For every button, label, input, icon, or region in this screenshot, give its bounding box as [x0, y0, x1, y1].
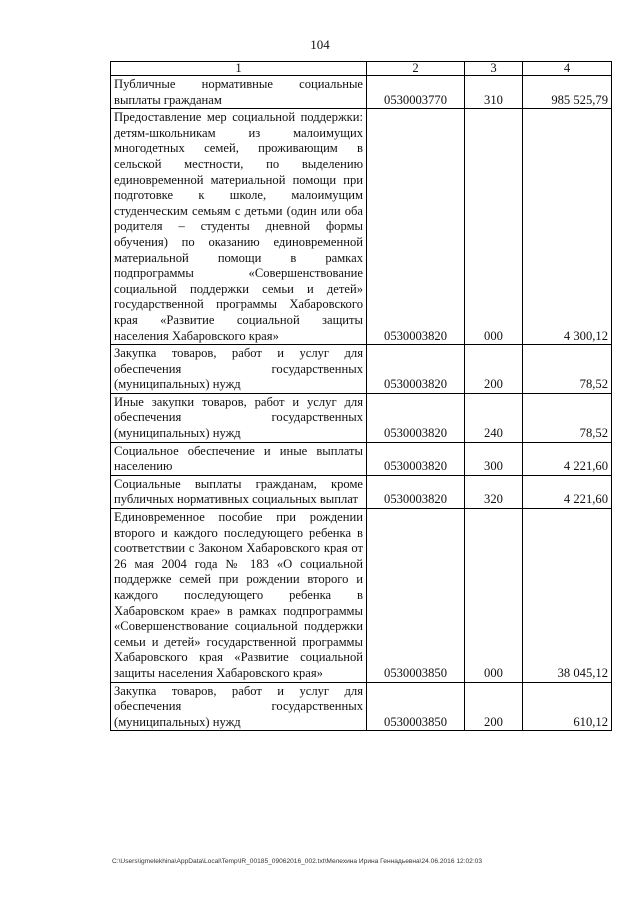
row-code: 0530003850 — [367, 682, 465, 731]
page-number: 104 — [310, 37, 330, 52]
row-description: Публичные нормативные социальные выплаты гражданам — [111, 76, 367, 109]
row-amount: 4 300,12 — [523, 109, 612, 345]
row-description: Социальные выплаты гражданам, кроме публичных нормативных социальных выплат — [111, 475, 367, 508]
row-code: 0530003820 — [367, 475, 465, 508]
row-code: 0530003850 — [367, 509, 465, 683]
row-expense-type: 240 — [465, 393, 523, 442]
row-amount: 78,52 — [523, 345, 612, 394]
row-amount: 4 221,60 — [523, 475, 612, 508]
row-expense-type: 320 — [465, 475, 523, 508]
row-expense-type: 200 — [465, 682, 523, 731]
row-code: 0530003820 — [367, 393, 465, 442]
row-description: Закупка товаров, работ и услуг для обеспечения государственных (муниципальных) нужд — [111, 345, 367, 394]
file-path-footer: C:\Users\igmelekhina\AppData\Local\Temp\IR_00185_09062016_002.txt\Мелехина Ирина Геннадьевна\24.06.2016 12:02:03 — [112, 858, 483, 865]
row-amount: 610,12 — [523, 682, 612, 731]
table-row — [111, 509, 612, 683]
column-header: 1 — [111, 62, 367, 76]
row-code: 0530003820 — [367, 345, 465, 394]
table-row — [111, 76, 612, 109]
row-code: 0530003770 — [367, 76, 465, 109]
row-amount: 4 221,60 — [523, 442, 612, 475]
row-description: Единовременное пособие при рождении второго и каждого последующего ребенка в соответствии с Законом Хабаровского края от 26 мая 2004 года № 183 «О социальной поддержке семей при рождении второго и каждого последующего ребенка в Хабаровском крае» в рамках подпрограммы «Совершенствование социальной поддержки семьи и детей» государственной программы Хабаровского края «Развитие социальной защиты населения Хабаровского края» — [111, 509, 367, 683]
column-header: 3 — [465, 62, 523, 76]
row-code: 0530003820 — [367, 442, 465, 475]
row-description: Закупка товаров, работ и услуг для обеспечения государственных (муниципальных) нужд — [111, 682, 367, 731]
row-expense-type: 000 — [465, 509, 523, 683]
row-amount: 38 045,12 — [523, 509, 612, 683]
table-row — [111, 345, 612, 394]
column-header: 4 — [523, 62, 612, 76]
table-row — [111, 475, 612, 508]
table-row — [111, 442, 612, 475]
row-expense-type: 000 — [465, 109, 523, 345]
row-amount: 985 525,79 — [523, 76, 612, 109]
row-amount: 78,52 — [523, 393, 612, 442]
table-row — [111, 109, 612, 345]
table-row — [111, 393, 612, 442]
table-header-row — [111, 62, 612, 76]
row-expense-type: 310 — [465, 76, 523, 109]
row-expense-type: 200 — [465, 345, 523, 394]
row-expense-type: 300 — [465, 442, 523, 475]
column-header: 2 — [367, 62, 465, 76]
budget-table — [110, 61, 612, 731]
row-description: Иные закупки товаров, работ и услуг для обеспечения государственных (муниципальных) нужд — [111, 393, 367, 442]
row-code: 0530003820 — [367, 109, 465, 345]
table-row — [111, 682, 612, 731]
row-description: Социальное обеспечение и иные выплаты населению — [111, 442, 367, 475]
row-description: Предоставление мер социальной поддержки: детям-школьникам из малоимущих многодетных семей, проживающим в сельской местности, по выделению единовременной материальной помощи при подготовке к школе, малоимущим студенческим семьям с детьми (один или оба родителя – студенты дневной формы обучения) по оказанию единовременной материальной помощи в рамках подпрограммы «Совершенствование социальной поддержки семьи и детей» государственной программы Хабаровского края «Развитие социальной защиты населения Хабаровского края» — [111, 109, 367, 345]
